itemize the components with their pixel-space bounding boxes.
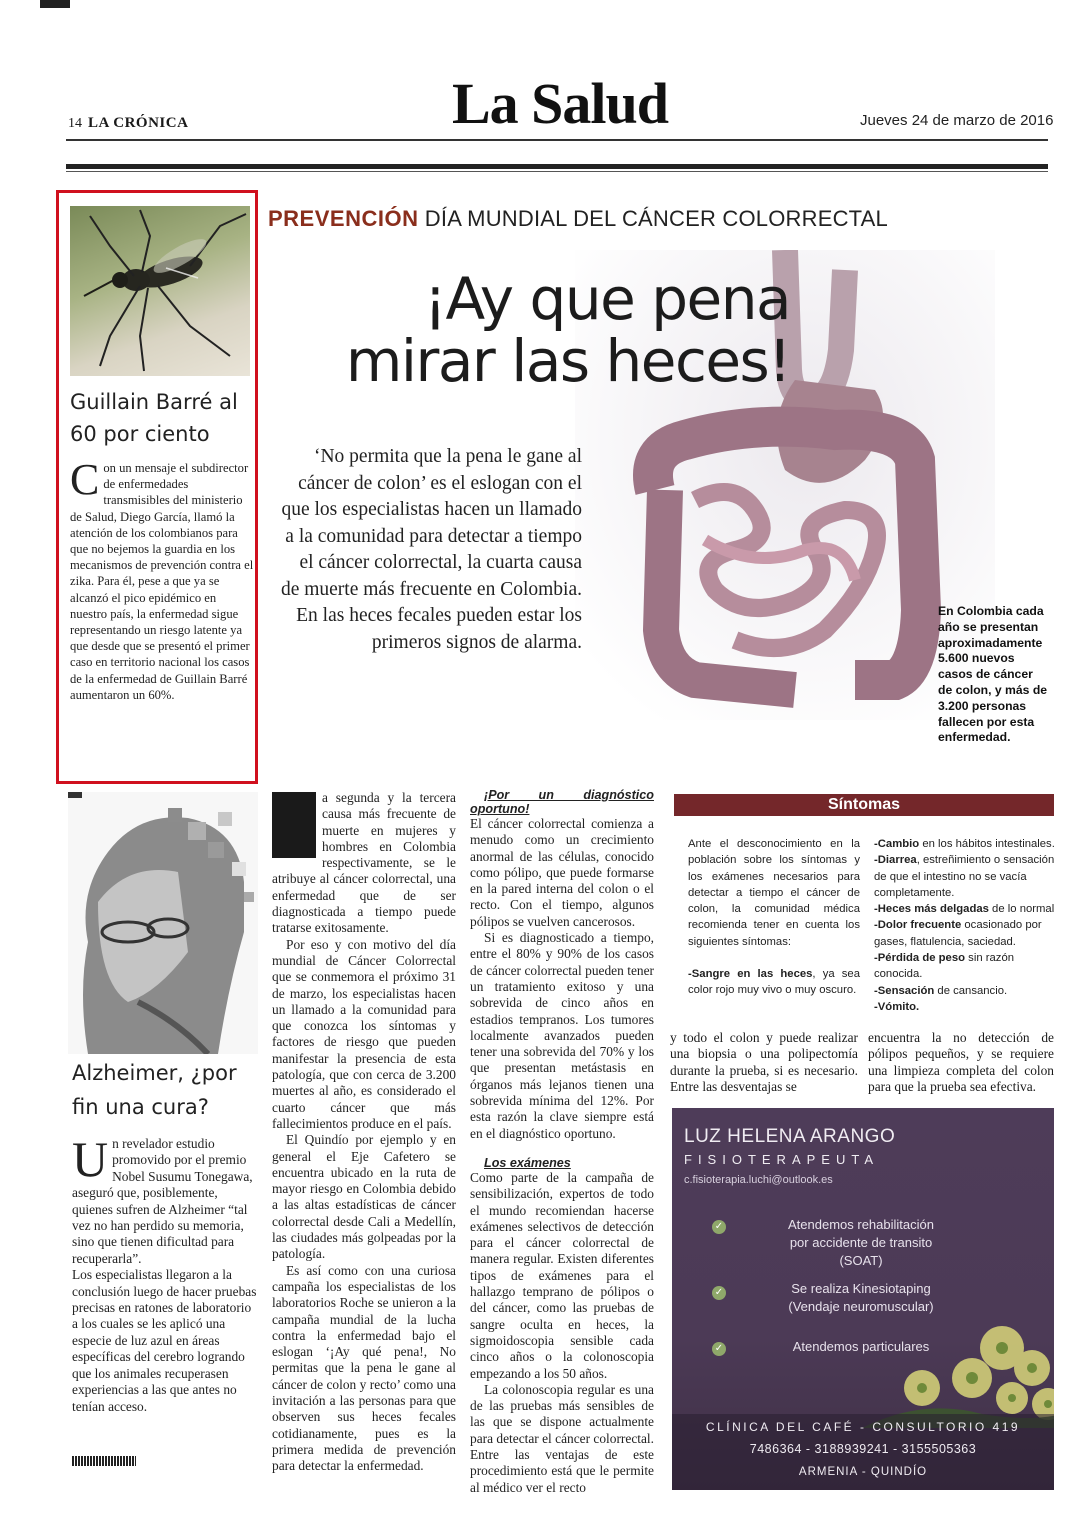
check-icon: ✓ [712,1286,726,1300]
guillain-barre-text: on un mensaje el subdirector de enfermedades transmisibles del ministerio de Salud, Diego García, llamó la atención de los colombianos para que no bejemos la guardia en los mecanismos de prevención contra el zika. Para él, pese a que ya se alcanzó el pico epidémico en nuestro país, la enfermedad sigue representando un riesgo latente ya que desde que se presentó el primer caso en territorio nacional los casos de la enfermedad de Guillain Barré aumentaron un 60%. [70,461,254,702]
feature-headline [270,265,790,395]
photo-caption: En Colombia cada año se presentan aproximadamente 5.600 nuevos casos de cáncer de colon, y más de 3.200 personas fallecen por esta enfermedad. [938,604,1048,745]
alzheimer-headline: Alzheimer, ¿por fin una cura? [72,1061,237,1119]
masthead-thin-rule [66,171,1048,172]
man-puzzle-icon [68,792,258,1054]
article-paragraph: Por eso y con motivo del día mundial de Cáncer Colorrectal que se conmemora el próximo 31 de marzo, los especialistas hacen un llamado a la comunidad para que conozca los síntomas y factores de riesgo que pueden manifestar la presencia de esta patología, que con cerca de 3.200 muertes al año, es considerado el cuarto cáncer que más fallecimientos produce en el país. [272,936,456,1131]
symptom-item [874,852,1056,901]
drop-cap-block [272,792,316,858]
symptom-item [874,950,1056,983]
feature-lede: ‘No permita que la pena le gane al cáncer de colon’ es el eslogan con el que los especialistas hacen un llamado a la comunidad para detectar a tiempo el cáncer colorrectal, la cuarta causa de muerte más frecuente en Colombia. En las heces fecales pueden estar los primeros signos de alarma. [280,446,582,653]
issue-date: Jueves 24 de marzo de 2016 [860,112,1054,129]
drop-cap: C [70,455,100,504]
kicker-label: PREVENCIÓN [268,206,419,231]
symptom-detail: sin razón conocida. [874,952,1015,981]
article-paragraph: Es así como con una curiosa campaña los especialistas de los laboratorios Roche se unieron a la campaña mundial de la lucha contra la enfermedad bajo el eslogan ‘¡Ay qué pena!, No permitas que la pena le gane al cáncer de colon y recto’ como una invitación a las personas para que observen sus heces fecales cotidianamente, pues es la primera medida de prevención para detectar la enfermedad. [272,1262,456,1474]
symptom-item [874,983,1056,999]
masthead-thick-rule [66,164,1048,169]
check-icon: ✓ [712,1220,726,1234]
ad-service-line: Se realiza Kinesiotaping [791,1281,931,1296]
ad-service-line: (Vendaje neuromuscular) [788,1299,934,1314]
flowers-icon [862,1318,1054,1428]
scan-mark [72,1456,136,1466]
alzheimer-paragraph: n revelador estudio promovido por el premio Nobel Susumu Tonegawa, aseguró que, posiblemente, quienes sufren de Alzheimer “tal vez no han perdido su memoria, sino que tienen dificultad para recuperarla”. [72,1136,253,1266]
symptom-detail: , estreñimiento o sensación de que el intestino no se vacía completamente. [874,854,1055,899]
scan-smudge [40,0,70,8]
article-paragraph: Como parte de la campaña de sensibilización, expertos de todo el mundo recomiendan hacerse exámenes selectivos de detección para el cáncer colorrectal de manera regular. Existen diferentes tipos de exámenes para el hallazgo temprano de pólipos o del cáncer, como las pruebas de sangre oculta en heces, la sigmoidoscopia sensible cada cinco años o la colonoscopia empezando a los 50 años. [470,1169,654,1381]
ad-service-line: (SOAT) [839,1253,883,1268]
alzheimer-photo [68,792,258,1054]
ad-city: ARMENIA - QUINDÍO [798,1466,928,1478]
drop-cap: U [72,1131,109,1187]
ad-profession: FISIOTERAPEUTA [684,1152,879,1167]
check-icon: ✓ [712,1342,726,1356]
mosquito-icon [70,206,250,376]
physio-advertisement [672,1108,1054,1490]
symptom-label: -Sangre en las heces [688,968,813,981]
symptom-label: -Pérdida de peso [874,952,966,965]
mosquito-photo [70,206,250,376]
symptom-label: -Cambio [874,838,920,850]
symptoms-title: Síntomas [674,794,1054,816]
symptom-label: -Diarrea [874,854,917,867]
ad-clinic: CLÍNICA DEL CAFÉ - CONSULTORIO 419 [705,1420,1021,1434]
symptom-label: -Sensación [874,984,935,997]
symptom-item [874,917,1056,950]
headline-line: ¡Ay que pena [423,265,790,333]
ad-email: c.fisioterapia.luchi@outlook.es [684,1174,833,1186]
symptom-detail: , ya sea color rojo muy vivo o muy oscuro. [688,968,860,997]
feature-kicker [268,206,968,232]
symptom-detail: en los hábitos intestinales. [919,838,1055,850]
article-column-3: y todo el colon y puede realizar una biopsia o una polipectomía durante la prueba, si es necesario. Entre las desventajas se [670,1030,858,1094]
ad-service [716,1280,1006,1316]
alzheimer-body [72,1131,260,1415]
symptoms-list [874,836,1056,1015]
article-paragraph: La colonoscopia regular es una de las pruebas más sensibles de las que se dispone actualmente para detectar el cáncer colorrectal. Entre las ventajas de este procedimiento está que le permite al médico ver el recto [470,1381,654,1495]
page-number: 14 [68,116,82,131]
ad-service-line: por accidente de transito [789,1235,933,1250]
article-paragraph: El cáncer colorrectal comienza a menudo como un crecimiento anormal de las células, conocido como pólipo, que puede formarse en la pared interna del colon o el recto. Con el tiempo, algunos pólipos se vuelven cancerosos. [470,816,654,929]
symptom-item [874,836,1056,852]
article-subhead: ¡Por un diagnóstico oportuno! [470,788,654,816]
symptoms-intro-text: Ante el desconocimiento en la población sobre los síntomas y los exámenes necesarios para detectar a tiempo el cáncer de colon, la comunidad médica recomienda tener en cuenta los siguientes síntomas: [688,838,860,948]
symptom-detail: de lo normal [988,903,1055,916]
ad-service: Atendemos particulares [792,1339,930,1354]
symptom-label: -Dolor frecuente [874,919,962,932]
article-column-1 [272,790,456,1474]
symptom-label: -Vómito. [874,1000,920,1013]
symptom-detail: de cansancio. [934,984,1008,997]
symptom-item [874,999,1056,1015]
article-paragraph: a segunda y la tercera causa más frecuente de muerte en mujeres y hombres en Colombia respectivamente, se le atribuye al cáncer colorrectal, una enfermedad que de ser diagnosticada a tiempo puede tratarse exitosamente. [272,790,456,936]
article-paragraph: El Quindío por ejemplo y en general el Eje Cafetero se encuentra ubicado en la ruta de mayor riesgo en Colombia debido a las altas estadísticas de cáncer colorrectal desde Cali a Medellín, las ciudades más golpeadas por la patología. [272,1132,456,1262]
article-column-4: encuentra la no detección de pólipos pequeños, y se requiere una limpieza completa del colon para que la prueba sea efectiva. [868,1030,1054,1094]
alzheimer-paragraph: Los especialistas llegaron a la conclusión luego de hacer pruebas precisas en ratones de laboratorio a los cuales se les aplicó una especie de luz azul en áreas específicas del cerebro logrando que los animales recuperasen experiencias a las que antes no tenían acceso. [72,1267,257,1414]
symptom-label: -Heces más delgadas [874,903,989,916]
article-subhead: Los exámenes [484,1155,571,1170]
guillain-barre-body [70,455,254,703]
ad-service-line: Atendemos rehabilitación [788,1217,934,1232]
headline-line: mirar las heces! [345,327,790,395]
ad-phones: 7486364 - 3188939241 - 3155505363 [749,1442,977,1456]
guillain-barre-headline: Guillain Barré al 60 por ciento [70,390,238,446]
article-paragraph: Si es diagnosticado a tiempo, entre el 80% y 90% de los casos de cáncer colorrectal pueden tener un tratamiento exitoso y una sobrevida de cinco años en estadios tempranos. Los tumores localmente avanzados pueden tener una sobrevida del 70% y los que presentan metástasis en órganos más lejanos tienen una sobrevida mínima del 12%. Por esta razón la clave siempre está en el diagnóstico oportuno. [470,930,654,1141]
symptom-detail: ocasionado por gases, flatulencia, saciedad. [874,919,1042,948]
kicker-text: DÍA MUNDIAL DEL CÁNCER COLORRECTAL [418,206,888,231]
article-column-2 [470,788,654,1496]
symptom-item [874,901,1056,917]
symptom-item [688,966,860,999]
ad-name: LUZ HELENA ARANGO [684,1126,896,1147]
section-title: La Salud [451,71,669,136]
symptoms-intro [688,836,860,999]
masthead-rule [66,139,1048,141]
newspaper-name: LA CRÓNICA [88,115,189,131]
ad-service [716,1216,1006,1270]
